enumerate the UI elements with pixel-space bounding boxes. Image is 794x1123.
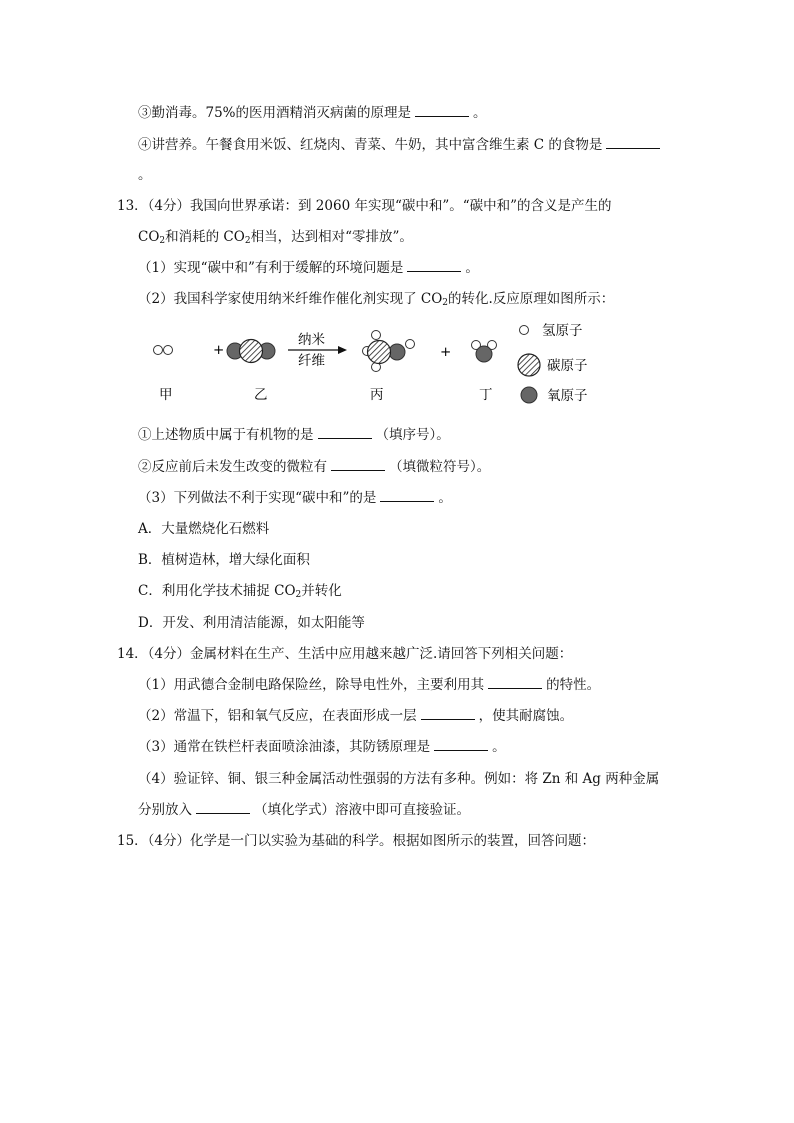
- plus-sign: +: [213, 342, 225, 358]
- answer-blank[interactable]: [421, 707, 475, 720]
- legend: [518, 323, 588, 404]
- answer-blank[interactable]: [196, 801, 250, 814]
- q13-option-d: D．开发、利用清洁能源，如太阳能等: [138, 615, 365, 631]
- reaction-diagram: [148, 322, 608, 412]
- molecule-yi-co2: [227, 340, 275, 363]
- q14-part1: （1）用武德合金制电路保险丝，除导电性外，主要利用其 的特性。: [138, 677, 601, 693]
- q14-part2: （2）常温下，铝和氧气反应，在表面形成一层 ，使其耐腐蚀。: [138, 708, 574, 724]
- q13-part1: （1）实现“碳中和”有利于缓解的环境问题是 。: [138, 260, 479, 276]
- catalyst-label-bottom: 纤维: [298, 353, 325, 369]
- q12-item4-wrap: 。: [138, 167, 152, 183]
- q13-option-b: B．植树造林，增大绿化面积: [138, 552, 310, 568]
- q13-header: 13．（4分）我国向世界承诺：到 2060 年实现“碳中和”。“碳中和”的含义是产生的: [117, 198, 612, 214]
- q14-part4-line1: （4）验证锌、铜、银三种金属活动性强弱的方法有多种。例如：将 Zn 和 Ag 两种金属: [138, 771, 660, 787]
- legend-oxygen: 氧原子: [547, 388, 588, 404]
- label-ding: 丁: [479, 387, 493, 403]
- answer-blank[interactable]: [380, 489, 434, 502]
- q13-sub2: ②反应前后未发生改变的微粒有 （填微粒符号）。: [138, 459, 491, 475]
- label-jia: 甲: [159, 387, 173, 403]
- q13-option-a: A．大量燃烧化石燃料: [138, 521, 270, 537]
- q12-item4: ④讲营养。午餐食用米饭、红烧肉、青菜、牛奶，其中富含维生素 C 的食物是: [138, 136, 664, 154]
- legend-hydrogen: 氢原子: [542, 323, 583, 339]
- answer-blank[interactable]: [488, 676, 542, 689]
- q15-header: 15．（4分）化学是一门以实验为基础的科学。根据如图所示的装置，回答问题：: [117, 833, 596, 849]
- molecule-jia-hydrogen: [154, 346, 173, 355]
- catalyst-label-top: 纳米: [298, 332, 325, 348]
- label-bing: 丙: [370, 387, 384, 403]
- answer-blank[interactable]: [415, 104, 469, 117]
- q13-option-c: C．利用化学技术捕捉 $CO_2$并转化: [138, 583, 342, 600]
- q14-header: 14．（4分）金属材料在生产、生活中应用越来越广泛.请回答下列相关问题：: [117, 646, 573, 662]
- q14-part3: （3）通常在铁栏杆表面喷涂油漆，其防锈原理是 。: [138, 739, 506, 755]
- answer-blank[interactable]: [318, 426, 372, 439]
- answer-blank[interactable]: [606, 136, 660, 149]
- q12-item3: ③勤消毒。75%的医用酒精消灭病菌的原理是 。: [138, 105, 487, 121]
- q14-part4-line2: 分别放入 （填化学式）溶液中即可直接验证。: [138, 802, 470, 818]
- molecule-ding-water: [472, 341, 497, 363]
- plus-sign: +: [440, 344, 452, 360]
- q13-part3: （3）下列做法不利于实现“碳中和”的是 。: [138, 490, 452, 506]
- answer-blank[interactable]: [434, 738, 488, 751]
- q13-sub1: ①上述物质中属于有机物的是 （填序号）。: [138, 427, 450, 443]
- molecule-bing: [363, 331, 415, 372]
- q13-header-line2: $CO_2$和消耗的 $CO_2$相当，达到相对“零排放”。: [138, 229, 413, 246]
- label-yi: 乙: [254, 387, 268, 403]
- q13-part2: （2）我国科学家使用纳米纤维作催化剂实现了 $CO_2$的转化.反应原理如图所示：: [138, 291, 615, 308]
- answer-blank[interactable]: [407, 259, 461, 272]
- answer-blank[interactable]: [331, 458, 385, 471]
- legend-carbon: 碳原子: [547, 358, 588, 374]
